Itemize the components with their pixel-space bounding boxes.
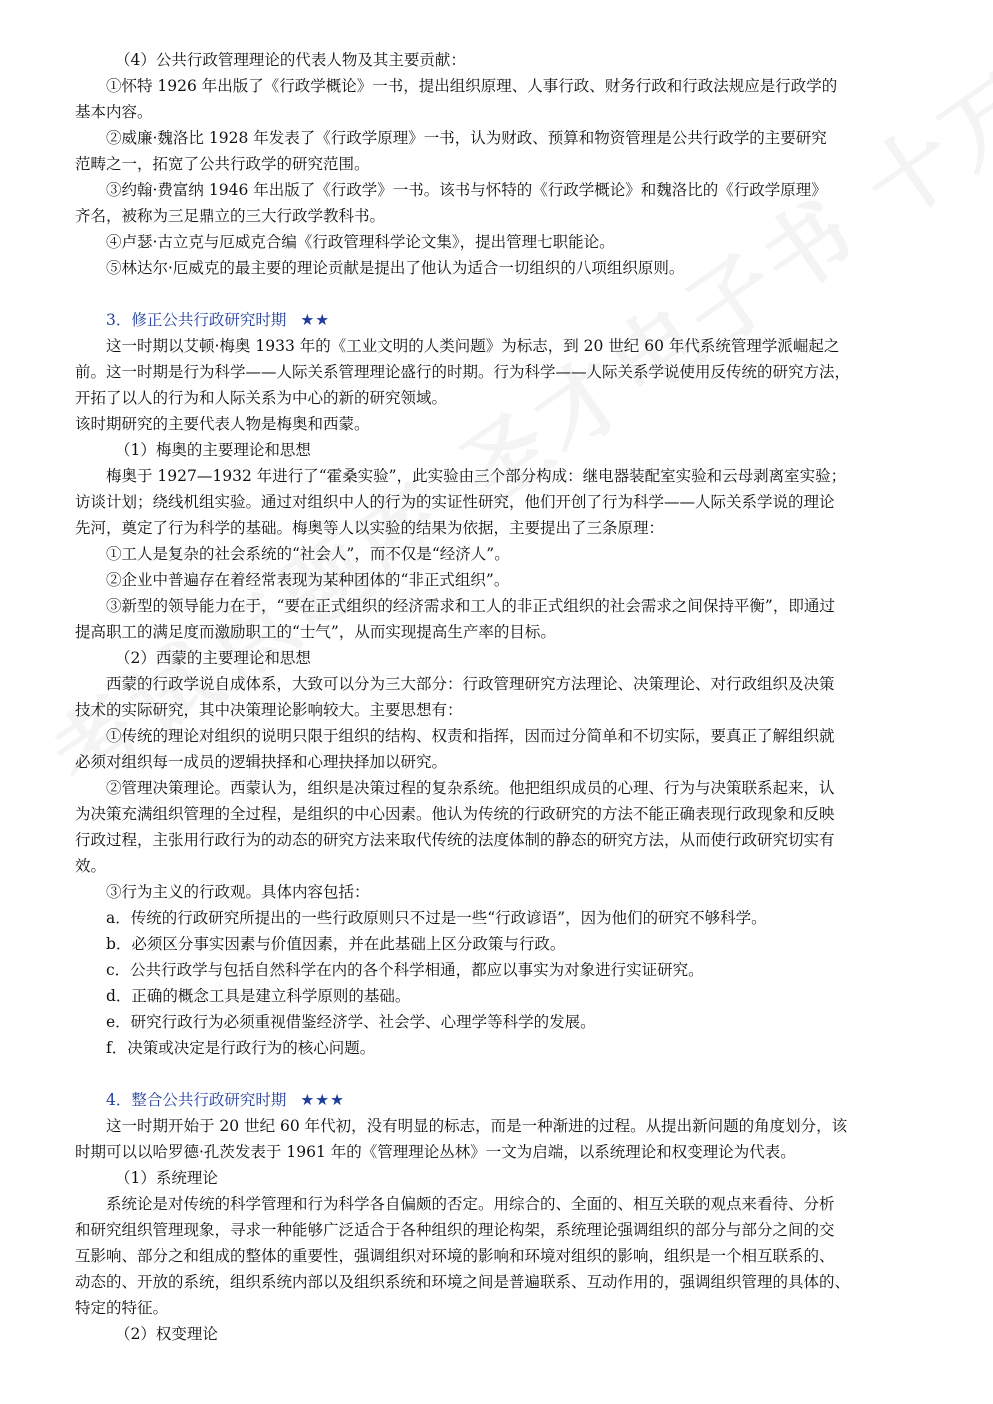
text-line: ②威廉·魏洛比 1928 年发表了《行政学原理》一书，认为财政、预算和物资管理是公共行政学的主要研究 xyxy=(106,129,827,147)
text-line: 效。 xyxy=(75,857,107,875)
text-line: 和研究组织管理现象，寻求一种能够广泛适合于各种组织的理论构架，系统理论强调组织的部分与部分之间的交 xyxy=(75,1221,835,1239)
text-line: 互影响、部分之和组成的整体的重要性，强调组织对环境的影响和环境对组织的影响，组织是一个相互联系的、 xyxy=(75,1247,835,1265)
section-heading-text: 4．整合公共行政研究时期 xyxy=(106,1091,287,1109)
blank-line xyxy=(75,1061,930,1087)
text-line: ③新型的领导能力在于，“要在正式组织的经济需求和工人的非正式组织的社会需求之间保持平衡”，即通过 xyxy=(106,597,835,615)
text-line: 行政过程，主张用行政行为的动态的研究方法来取代传统的法度体制的静态的研究方法，从而使行政研究切实有 xyxy=(75,831,835,849)
text-line: ②企业中普遍存在着经常表现为某种团体的“非正式组织”。 xyxy=(106,571,510,589)
text-line: （4）公共行政管理理论的代表人物及其主要贡献： xyxy=(115,51,466,69)
text-line: b．必须区分事实因素与价值因素，并在此基础上区分政策与行政。 xyxy=(106,935,566,953)
text-line: 该时期研究的主要代表人物是梅奥和西蒙。 xyxy=(75,415,370,433)
text-line: 必须对组织每一成员的逻辑抉择和心理抉择加以研究。 xyxy=(75,753,448,771)
text-line: ①工人是复杂的社会系统的“社会人”，而不仅是“经济人”。 xyxy=(106,545,510,563)
text-line: 动态的、开放的系统，组织系统内部以及组织系统和环境之间是普遍联系、互动作用的，强调组织管理的具体的、 xyxy=(75,1273,851,1291)
text-line: 先河，奠定了行为科学的基础。梅奥等人以实验的结果为依据，主要提出了三条原理： xyxy=(75,519,665,537)
text-line: c．公共行政学与包括自然科学在内的各个科学相通，都应以事实为对象进行实证研究。 xyxy=(106,961,704,979)
text-line: a．传统的行政研究所提出的一些行政原则只不过是一些“行政谚语”，因为他们的研究不够科学。 xyxy=(106,909,767,927)
text-line: （2）权变理论 xyxy=(115,1325,218,1343)
text-line: 齐名，被称为三足鼎立的三大行政学教科书。 xyxy=(75,207,386,225)
text-line: 这一时期以艾顿·梅奥 1933 年的《工业文明的人类问题》为标志，到 20 世纪 60 年代系统管理学派崛起之 xyxy=(106,337,840,355)
text-line: ②管理决策理论。西蒙认为，组织是决策过程的复杂系统。他把组织成员的心理、行为与决策联系起来，认 xyxy=(106,779,835,797)
text-line: 西蒙的行政学说自成体系，大致可以分为三大部分：行政管理研究方法理论、决策理论、对行政组织及决策 xyxy=(106,675,835,693)
text-line: ④卢瑟·古立克与厄威克合编《行政管理科学论文集》，提出管理七职能论。 xyxy=(106,233,615,251)
text-line: ⑤林达尔·厄威克的最主要的理论贡献是提出了他认为适合一切组织的八项组织原则。 xyxy=(106,259,685,277)
text-line: d．正确的概念工具是建立科学原则的基础。 xyxy=(106,987,411,1005)
text-line: （2）西蒙的主要理论和思想 xyxy=(115,649,311,667)
text-line: ①传统的理论对组织的说明只限于组织的结构、权责和指挥，因而过分简单和不切实际，要真正了解组织就 xyxy=(106,727,835,745)
text-line: ③约翰·费富纳 1946 年出版了《行政学》一书。该书与怀特的《行政学概论》和魏洛比的《行政学原理》 xyxy=(106,181,827,199)
text-line: 范畴之一，拓宽了公共行政学的研究范围。 xyxy=(75,155,370,173)
text-line: ③行为主义的行政观。具体内容包括： xyxy=(106,883,370,901)
section-heading xyxy=(75,307,930,333)
blank-line xyxy=(75,281,930,307)
document-page xyxy=(75,47,930,1347)
text-line: 为决策充满组织管理的全过程，是组织的中心因素。他认为传统的行政研究的方法不能正确表现行政现象和反映 xyxy=(75,805,835,823)
text-line: 时期可以以哈罗德·孔茨发表于 1961 年的《管理理论丛林》一文为启端，以系统理论和权变理论为代表。 xyxy=(75,1143,796,1161)
text-line: （1）系统理论 xyxy=(115,1169,218,1187)
text-line: e．研究行政行为必须重视借鉴经济学、社会学、心理学等科学的发展。 xyxy=(106,1013,596,1031)
text-line: 开拓了以人的行为和人际关系为中心的新的研究领域。 xyxy=(75,389,448,407)
text-line: 提高职工的满足度而激励职工的“士气”，从而实现提高生产率的目标。 xyxy=(75,623,556,641)
text-line: f．决策或决定是行政行为的核心问题。 xyxy=(106,1039,376,1057)
importance-stars: ★★★ xyxy=(300,1091,346,1109)
text-line: 技术的实际研究，其中决策理论影响较大。主要思想有： xyxy=(75,701,463,719)
text-line: ①怀特 1926 年出版了《行政学概论》一书，提出组织原理、人事行政、财务行政和行政法规应是行政学的 xyxy=(106,77,838,95)
text-line: 基本内容。 xyxy=(75,103,153,121)
text-line: （1）梅奥的主要理论和思想 xyxy=(115,441,311,459)
importance-stars: ★★ xyxy=(300,311,331,329)
section-heading xyxy=(75,1087,930,1113)
text-line: 这一时期开始于 20 世纪 60 年代初，没有明显的标志，而是一种渐进的过程。从提出新问题的角度划分，该 xyxy=(106,1117,848,1135)
text-line: 系统论是对传统的科学管理和行为科学各自偏颇的否定。用综合的、全面的、相互关联的观点来看待、分析 xyxy=(106,1195,835,1213)
text-line: 前。这一时期是行为科学——人际关系管理理论盛行的时期。行为科学——人际关系学说使用反传统的研究方法， xyxy=(75,363,851,381)
text-line: 访谈计划；绕线机组实验。通过对组织中人的行为的实证性研究，他们开创了行为科学——人际关系学说的理论 xyxy=(75,493,835,511)
section-heading-text: 3．修正公共行政研究时期 xyxy=(106,311,287,329)
text-line: 梅奥于 1927—1932 年进行了“霍桑实验”，此实验由三个部分构成：继电器装配室实验和云母剥离室实验； xyxy=(106,467,847,485)
text-line: 特定的特征。 xyxy=(75,1299,169,1317)
